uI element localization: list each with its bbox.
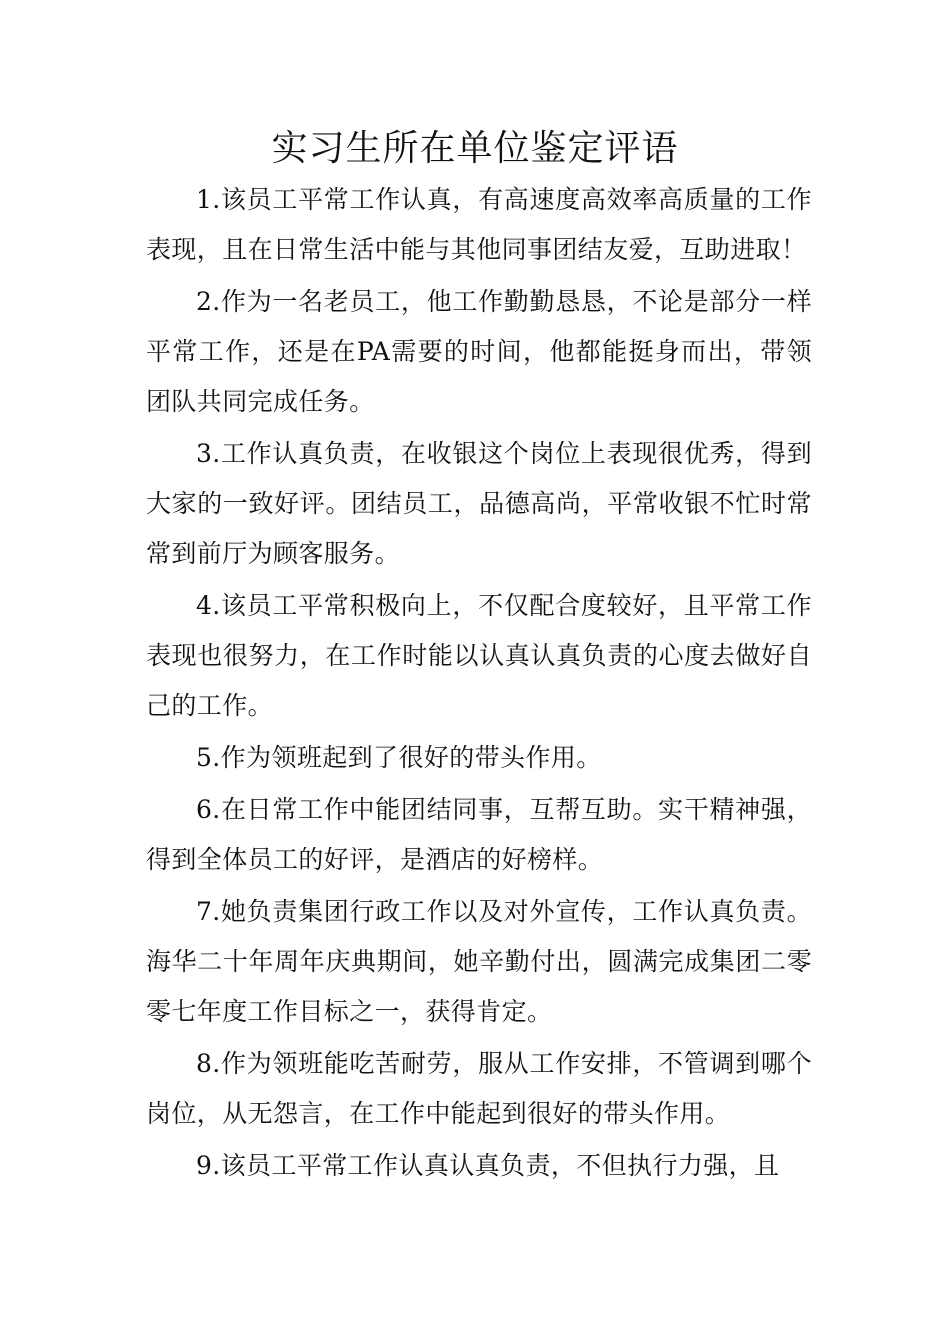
paragraph-8: 8.作为领班能吃苦耐劳，服从工作安排，不管调到哪个岗位，从无怨言，在工作中能起到很好的带头作用。 bbox=[146, 1049, 812, 1128]
paragraph-3: 3.工作认真负责，在收银这个岗位上表现很优秀，得到大家的一致好评。团结员工，品德高尚，平常收银不忙时常常到前厅为顾客服务。 bbox=[146, 439, 812, 568]
paragraph-2: 2.作为一名老员工，他工作勤勤恳恳，不论是部分一样平常工作，还是在PA需要的时间，他都能挺身而出，带领团队共同完成任务。 bbox=[146, 287, 812, 416]
paragraph-9: 9.该员工平常工作认真认真负责，不但执行力强，且 bbox=[196, 1151, 780, 1180]
paragraph-4: 4.该员工平常积极向上，不仅配合度较好，且平常工作表现也很努力，在工作时能以认真认真负责的心度去做好自己的工作。 bbox=[146, 591, 812, 720]
paragraph-6: 6.在日常工作中能团结同事，互帮互助。实干精神强，得到全体员工的好评，是酒店的好榜样。 bbox=[146, 795, 812, 874]
document-title: 实习生所在单位鉴定评语 bbox=[271, 128, 679, 169]
paragraph-7: 7.她负责集团行政工作以及对外宣传，工作认真负责。海华二十年周年庆典期间，她辛勤付出，圆满完成集团二零零七年度工作目标之一，获得肯定。 bbox=[146, 897, 812, 1026]
paragraph-1: 1.该员工平常工作认真，有高速度高效率高质量的工作表现，且在日常生活中能与其他同事团结友爱，互助进取！ bbox=[146, 185, 812, 264]
paragraph-5: 5.作为领班起到了很好的带头作用。 bbox=[196, 743, 602, 772]
document-body bbox=[146, 175, 812, 1193]
